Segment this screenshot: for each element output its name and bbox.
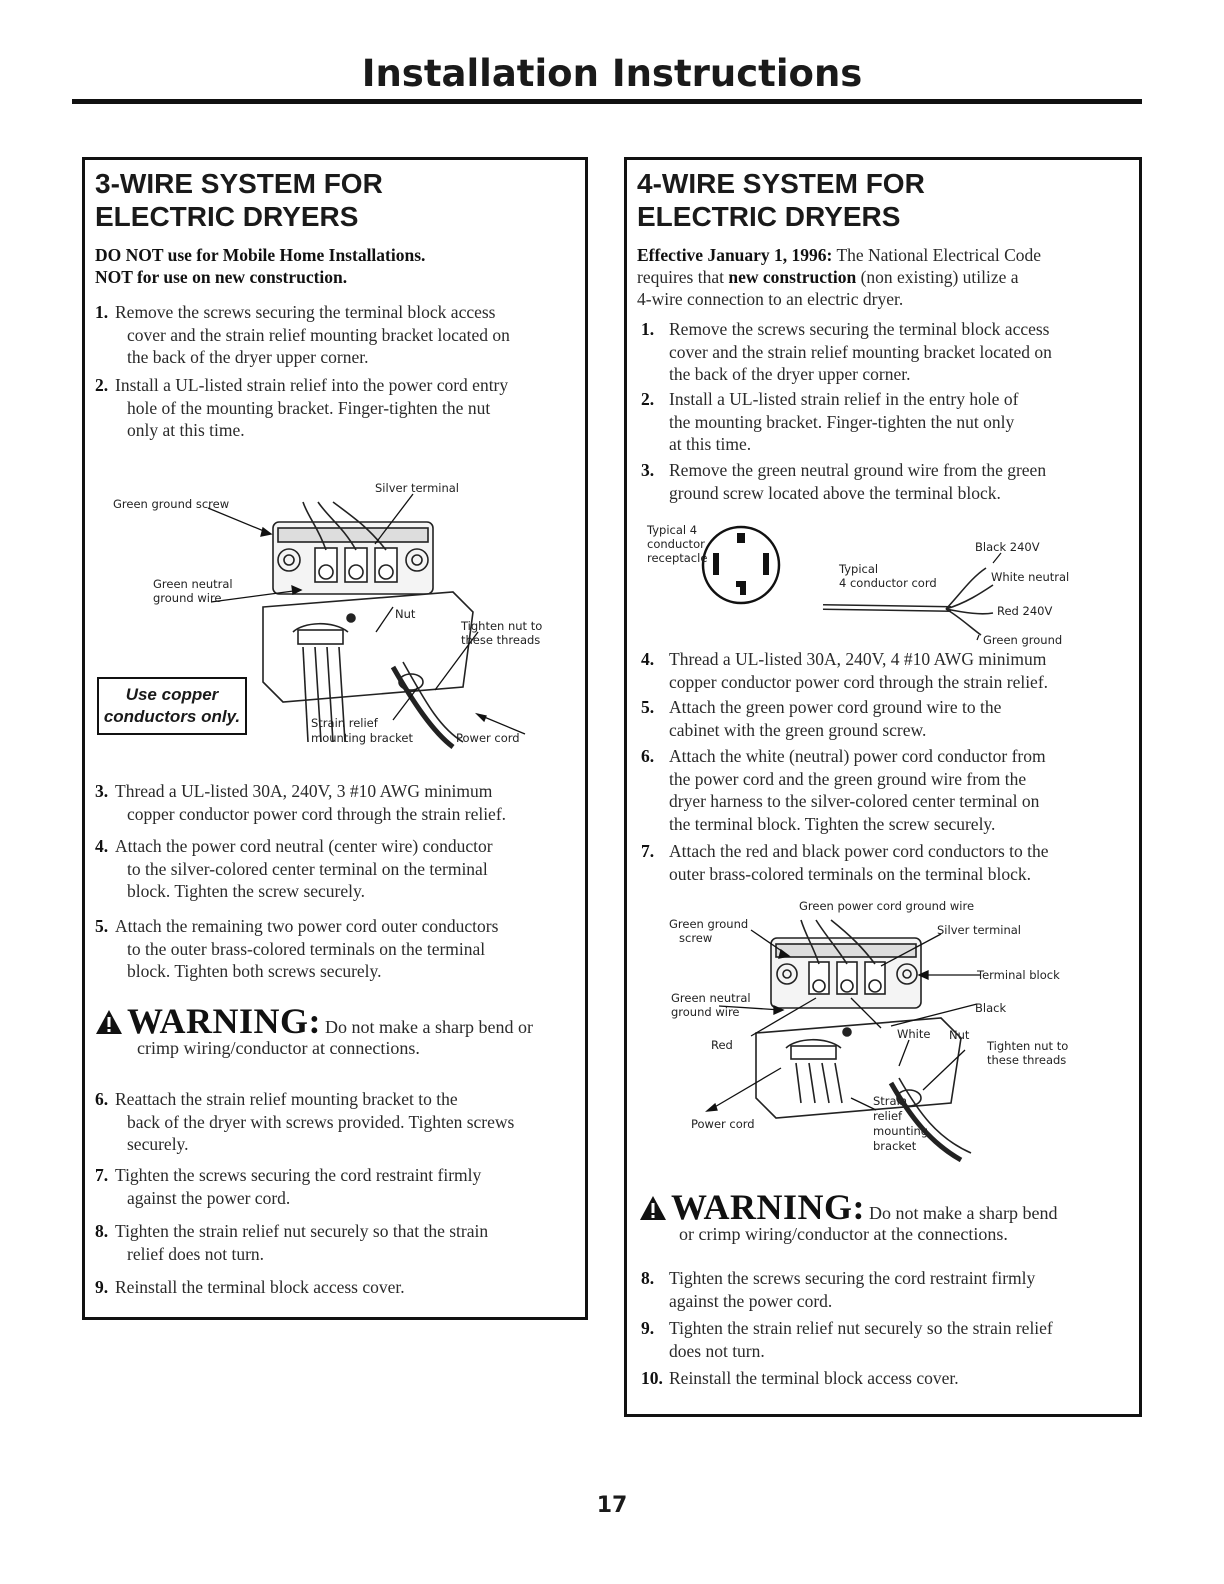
step-line: the terminal block. Tighten the screw securely. xyxy=(669,813,996,834)
warning-word: WARNING: xyxy=(671,1187,866,1227)
green-ground-screw-label: screw xyxy=(679,931,713,945)
warning-triangle-icon xyxy=(95,1009,123,1035)
receptacle-label: receptacle xyxy=(647,551,708,565)
step-line: Attach the green power cord ground wire to the xyxy=(669,697,1002,717)
strain-relief-label: mounting bracket xyxy=(311,731,413,745)
step-line: Reinstall the terminal block access cover. xyxy=(115,1277,405,1297)
warning-text: Do not make a sharp bend xyxy=(869,1203,1058,1223)
mounting-label: mounting xyxy=(873,1124,929,1138)
step-number: 5. xyxy=(641,697,655,717)
step-line: cover and the strain relief mounting bracket located on xyxy=(669,341,1052,362)
relief-label: relief xyxy=(873,1109,903,1123)
step-line: block. Tighten the screw securely. xyxy=(127,881,365,901)
three-wire-panel xyxy=(82,157,588,1320)
step-line: Reinstall the terminal block access cover. xyxy=(669,1368,959,1388)
notice-line: DO NOT use for Mobile Home Installations. xyxy=(95,245,426,265)
green-neutral-label: Green neutral xyxy=(671,991,751,1005)
step-line: copper conductor power cord through the strain relief. xyxy=(127,803,507,824)
step-line: dryer harness to the silver-colored center terminal on xyxy=(669,791,1040,811)
step-line: the back of the dryer upper corner. xyxy=(669,364,911,384)
warning-text: Do not make a sharp bend or xyxy=(325,1017,533,1037)
step-line: ground screw located above the terminal block. xyxy=(669,482,1001,503)
step-number: 4. xyxy=(641,649,655,669)
callout-line: conductors only. xyxy=(103,707,241,726)
step-line: Attach the red and black power cord conductors to the xyxy=(669,841,1049,861)
strain-relief-label: Strain relief xyxy=(311,716,378,730)
warning-text: or crimp wiring/conductor at the connections. xyxy=(679,1224,1008,1244)
step-line: cabinet with the green ground screw. xyxy=(669,719,927,740)
step-line: to the outer brass-colored terminals on the terminal xyxy=(127,938,486,959)
heading-line: 4-WIRE SYSTEM FOR xyxy=(637,168,925,199)
four-wire-heading xyxy=(637,167,925,233)
step-line: outer brass-colored terminals on the terminal block. xyxy=(669,863,1032,884)
step-line: does not turn. xyxy=(669,1340,765,1361)
receptacle-diagram xyxy=(641,523,1131,648)
step-line: Attach the power cord neutral (center wire) conductor xyxy=(115,836,493,856)
step-number: 5. xyxy=(95,916,109,936)
intro-text: The National Electrical Code xyxy=(832,245,1042,265)
warning-word: WARNING: xyxy=(127,1001,322,1041)
step-line: Remove the screws securing the terminal block access xyxy=(115,302,496,322)
step-line: Tighten the strain relief nut securely so the strain relief xyxy=(669,1318,1053,1338)
step-line: Tighten the strain relief nut securely so that the strain xyxy=(115,1221,489,1241)
step-line: Reattach the strain relief mounting bracket to the xyxy=(115,1089,458,1109)
white-label: White xyxy=(897,1027,931,1041)
cord-label: Typical xyxy=(839,562,879,576)
bracket-label: bracket xyxy=(873,1139,917,1153)
strain-relief-bracket-shape xyxy=(263,592,473,702)
silver-terminal-label: Silver terminal xyxy=(937,923,1021,937)
terminal-block-label: Terminal block xyxy=(977,968,1060,982)
step-line: block. Tighten both screws securely. xyxy=(127,961,382,981)
step-line: only at this time. xyxy=(127,420,245,440)
step-number: 3. xyxy=(641,460,655,480)
green-neutral-label: Green neutral xyxy=(153,577,233,591)
three-wire-warning xyxy=(95,1000,585,1059)
step-line: Remove the green neutral ground wire from the green xyxy=(669,460,1047,480)
step-line: back of the dryer with screws provided. Tighten screws xyxy=(127,1111,515,1132)
step-number: 8. xyxy=(641,1268,655,1288)
nec-intro xyxy=(637,244,1137,310)
step-number: 3. xyxy=(95,781,109,801)
step-number: 10. xyxy=(641,1368,663,1388)
copper-conductors-callout xyxy=(97,677,247,735)
power-cord-label: Power cord xyxy=(691,1117,755,1131)
tighten-label: these threads xyxy=(987,1053,1067,1067)
step-line: Attach the remaining two power cord outer conductors xyxy=(115,916,499,936)
green-neutral-label: ground wire xyxy=(153,591,222,605)
step-line: Attach the white (neutral) power cord conductor from xyxy=(669,746,1046,766)
step-number: 7. xyxy=(95,1165,109,1185)
intro-text: 4-wire connection to an electric dryer. xyxy=(637,289,904,309)
step-line: at this time. xyxy=(669,434,752,454)
intro-text: requires that xyxy=(637,267,729,287)
step-number: 6. xyxy=(641,746,655,766)
step-line: securely. xyxy=(127,1134,189,1154)
step-number: 8. xyxy=(95,1221,109,1241)
mobile-home-notice xyxy=(95,244,425,288)
receptacle-label: conductor xyxy=(647,537,705,551)
step-line: Install a UL-listed strain relief in the entry hole of xyxy=(669,389,1019,409)
step-line: the power cord and the green ground wire from the xyxy=(669,768,1027,789)
callout-line: Use copper xyxy=(125,685,219,704)
white-wire-label: White neutral xyxy=(991,570,1070,584)
step-line: Thread a UL-listed 30A, 240V, 3 #10 AWG minimum xyxy=(115,781,493,801)
green-wire-label: Green ground xyxy=(983,633,1063,647)
page-number: 17 xyxy=(596,1493,628,1518)
nut-label: Nut xyxy=(949,1028,970,1042)
step-line: Tighten the screws securing the cord restraint firmly xyxy=(115,1165,482,1185)
step-number: 1. xyxy=(95,302,109,322)
warning-triangle-icon xyxy=(639,1195,667,1221)
warning-text: crimp wiring/conductor at connections. xyxy=(137,1038,420,1058)
step-line: Install a UL-listed strain relief into the power cord entry xyxy=(115,375,509,395)
step-number: 4. xyxy=(95,836,109,856)
step-line: Thread a UL-listed 30A, 240V, 4 #10 AWG minimum xyxy=(669,649,1047,669)
step-line: the back of the dryer upper corner. xyxy=(127,347,369,367)
receptacle-label: Typical 4 xyxy=(647,523,698,537)
power-cord-label: Power cord xyxy=(456,731,520,745)
heading-line: ELECTRIC DRYERS xyxy=(637,201,901,232)
tighten-label: Tighten nut to xyxy=(987,1039,1069,1053)
title-rule xyxy=(72,99,1142,104)
four-wire-warning xyxy=(639,1186,1139,1245)
tighten-label: these threads xyxy=(461,633,541,647)
black-label: Black xyxy=(975,1001,1007,1015)
green-power-cord-label: Green power cord ground wire xyxy=(799,899,975,913)
strain-label: Strain xyxy=(873,1094,908,1108)
four-wire-diagram xyxy=(641,898,1131,1188)
step-number: 6. xyxy=(95,1089,109,1109)
step-line: Tighten the screws securing the cord restraint firmly xyxy=(669,1268,1036,1288)
step-number: 9. xyxy=(641,1318,655,1338)
step-line: the mounting bracket. Finger-tighten the nut only xyxy=(669,411,1015,432)
step-number: 2. xyxy=(95,375,109,395)
cord-label: 4 conductor cord xyxy=(839,576,937,590)
step-line: hole of the mounting bracket. Finger-tighten the nut xyxy=(127,397,491,418)
step-line: Remove the screws securing the terminal block access xyxy=(669,319,1050,339)
tighten-label: Tighten nut to xyxy=(461,619,543,633)
notice-line: NOT for use on new construction. xyxy=(95,267,348,287)
four-wire-panel xyxy=(624,157,1142,1417)
step-line: cover and the strain relief mounting bracket located on xyxy=(127,324,510,345)
new-construction: new construction xyxy=(728,267,857,287)
silver-terminal-label: Silver terminal xyxy=(375,481,459,495)
step-line: against the power cord. xyxy=(669,1290,833,1311)
step-number: 1. xyxy=(641,319,655,339)
black-wire-label: Black 240V xyxy=(975,540,1040,554)
green-ground-screw-label: Green ground screw xyxy=(113,497,230,511)
step-number: 7. xyxy=(641,841,655,861)
heading-line: ELECTRIC DRYERS xyxy=(95,201,359,232)
green-neutral-label: ground wire xyxy=(671,1005,740,1019)
step-line: copper conductor power cord through the strain relief. xyxy=(669,671,1049,692)
step-number: 9. xyxy=(95,1277,109,1297)
page-title: Installation Instructions xyxy=(361,52,863,95)
green-ground-screw-label: Green ground xyxy=(669,917,749,931)
red-wire-label: Red 240V xyxy=(997,604,1053,618)
effective-date: Effective January 1, 1996: xyxy=(637,245,833,265)
step-line: relief does not turn. xyxy=(127,1243,265,1264)
three-wire-heading xyxy=(95,167,383,233)
nut-label: Nut xyxy=(395,607,416,621)
step-line: against the power cord. xyxy=(127,1187,291,1208)
intro-text: (non existing) utilize a xyxy=(856,267,1019,287)
step-line: to the silver-colored center terminal on the terminal xyxy=(127,858,488,879)
heading-line: 3-WIRE SYSTEM FOR xyxy=(95,168,383,199)
red-label: Red xyxy=(711,1038,733,1052)
step-number: 2. xyxy=(641,389,655,409)
